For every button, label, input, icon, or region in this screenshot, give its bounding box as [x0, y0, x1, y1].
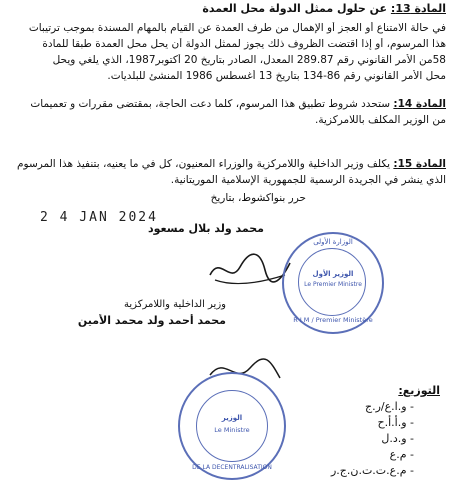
stamp-pm-bottom: R I M / Premier Ministère: [293, 316, 373, 324]
article-15-line-2: الذي ينشر في الجريدة الرسمية للجمهورية الإسلامية الموريتانية.: [170, 174, 446, 186]
article-15-label: المادة 15:: [393, 158, 446, 170]
distribution-item-5: - م.ع.ت.ت.ن.ج.ر: [330, 464, 414, 477]
distribution-title: التوزيع:: [398, 384, 440, 397]
stamp-min-bottom: DE LA DECENTRALISATION: [192, 464, 272, 471]
article-13-line-1: في حالة الامتناع أو العجز أو الإهمال من طرف العمدة عن القيام بالمهام المسندة بموجب ترتيبات: [28, 22, 446, 34]
stamp-min-mid1: الوزير: [221, 414, 243, 422]
distribution-item-2: - و.أ.أ.ح: [377, 416, 414, 429]
distribution-item-5-text: م.ع.ت.ت.ن.ج.ر: [330, 464, 407, 477]
date-stamp: 2 4 JAN 2024: [40, 210, 158, 225]
article-13-line-3: 58من الأمر القانوني رقم 289.87 المعدل، الصادر بتاريخ 20 أكتوبر1987، الذي يلغي ويحل: [52, 54, 446, 66]
distribution-item-3-text: و.د.ل: [381, 432, 407, 445]
article-13-line-4: محل الأمر القانوني رقم 86-134 بتاريخ 13 أغسطس 1986 المنشئ للبلديات.: [107, 70, 446, 82]
article-14-label: المادة 14:: [393, 98, 446, 110]
article-15-text-1: يكلف وزير الداخلية واللامركزية والوزراء المعنيون، كل في ما يعنيه، بتنفيذ هذا المرسوم: [17, 158, 394, 170]
distribution-item-1-text: و.ا.ع/ر.ج: [364, 400, 407, 413]
article-13-title: عن حلول ممثل الدولة محل العمدة: [202, 2, 391, 15]
distribution-item-1: - و.ا.ع/ر.ج: [364, 400, 414, 413]
signatory-2-name: محمد أحمد ولد محمد الأمين: [77, 314, 226, 327]
stamp-pm-mid2: Le Premier Ministre: [304, 281, 362, 288]
distribution-item-3: - و.د.ل: [381, 432, 414, 445]
minister-stamp: [178, 372, 286, 480]
article-14-text-1: ستحدد شروط تطبيق هذا المرسوم، كلما دعت الحاجة، بمقتضى مقررات و تعميمات: [30, 98, 394, 110]
article-14-line-1: [6, 98, 446, 111]
stamp-min-mid2: Le Ministre: [214, 426, 250, 434]
stamp-pm-mid1: الوزير الأول: [312, 270, 354, 278]
signatory-1-name: محمد ولد بلال مسعود: [147, 222, 264, 235]
issued-at: حرر بنواكشوط، بتاريخ: [210, 192, 306, 204]
signatory-2-title: وزير الداخلية واللامركزية: [124, 299, 226, 310]
distribution-item-4-text: م.ع: [389, 448, 407, 461]
distribution-item-2-text: و.أ.أ.ح: [377, 416, 407, 429]
article-13-heading: [6, 2, 446, 15]
article-14-line-2: من الوزير المكلف باللامركزية.: [315, 114, 446, 126]
article-13-label: المادة 13:: [390, 2, 446, 15]
article-15-line-1: [6, 158, 446, 171]
distribution-item-4: - م.ع: [389, 448, 414, 461]
article-13-line-2: هذا المرسوم، أو إذا اقتضت الظروف ذلك يجوز لممثل الدولة أن يحل محل العمدة طبقا للمادة: [42, 38, 446, 50]
stamp-pm-top: الوزارة الأولى: [313, 238, 353, 246]
premier-ministre-stamp: [282, 232, 384, 334]
